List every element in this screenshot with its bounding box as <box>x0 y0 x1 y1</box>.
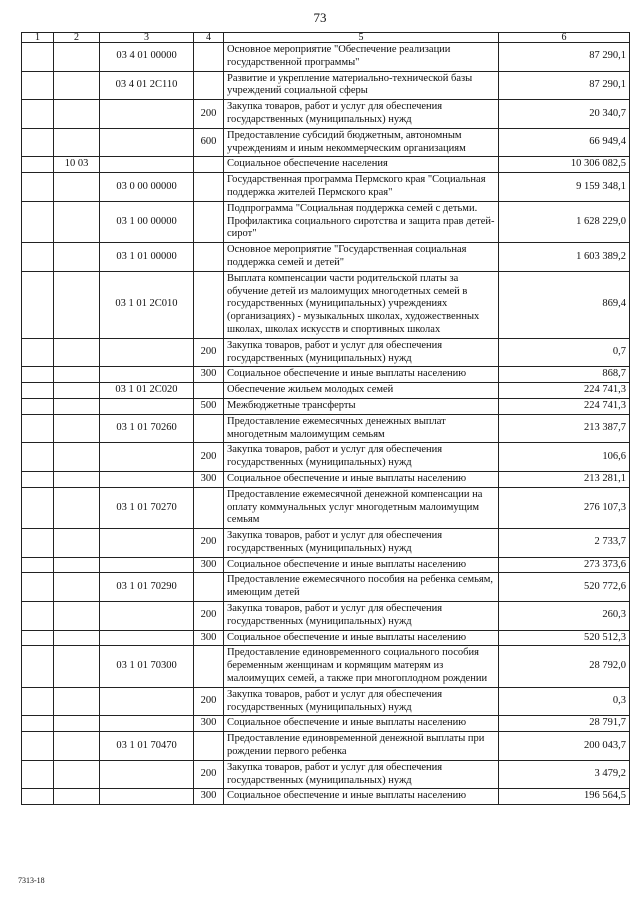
cell-target-article <box>100 367 194 383</box>
cell-target-article: 03 1 01 2С020 <box>100 383 194 399</box>
cell-target-article <box>100 760 194 789</box>
cell-col1 <box>22 557 54 573</box>
cell-target-article <box>100 128 194 157</box>
column-number: 5 <box>224 33 499 43</box>
cell-expense-type: 200 <box>194 443 224 472</box>
cell-amount: 200 043,7 <box>499 732 630 761</box>
footer-code: 7313-18 <box>18 876 45 885</box>
cell-target-article <box>100 687 194 716</box>
cell-col1 <box>22 398 54 414</box>
cell-name: Социальное обеспечение и иные выплаты населению <box>224 557 499 573</box>
cell-name: Предоставление ежемесячной денежной компенсации на оплату коммунальных услуг многодетным малоимущим семьям <box>224 487 499 528</box>
table-row <box>22 687 630 716</box>
cell-subsection <box>54 557 100 573</box>
cell-name: Развитие и укрепление материально-технической базы учреждений социальной сферы <box>224 71 499 100</box>
cell-subsection <box>54 630 100 646</box>
cell-amount: 0,3 <box>499 687 630 716</box>
cell-target-article: 03 1 01 00000 <box>100 243 194 272</box>
cell-col1 <box>22 471 54 487</box>
cell-expense-type: 300 <box>194 630 224 646</box>
cell-expense-type <box>194 646 224 687</box>
table-row <box>22 398 630 414</box>
cell-col1 <box>22 487 54 528</box>
cell-subsection <box>54 487 100 528</box>
cell-expense-type: 200 <box>194 529 224 558</box>
cell-target-article: 03 1 01 70270 <box>100 487 194 528</box>
cell-name: Основное мероприятие "Обеспечение реализации государственной программы" <box>224 43 499 72</box>
cell-col1 <box>22 646 54 687</box>
cell-col1 <box>22 43 54 72</box>
cell-col1 <box>22 71 54 100</box>
table-row <box>22 243 630 272</box>
cell-target-article <box>100 100 194 129</box>
column-number: 2 <box>54 33 100 43</box>
cell-expense-type: 300 <box>194 789 224 805</box>
cell-name: Социальное обеспечение и иные выплаты населению <box>224 789 499 805</box>
cell-target-article <box>100 789 194 805</box>
cell-subsection <box>54 71 100 100</box>
cell-subsection <box>54 732 100 761</box>
table-row <box>22 367 630 383</box>
cell-col1 <box>22 383 54 399</box>
cell-subsection <box>54 271 100 338</box>
cell-subsection <box>54 471 100 487</box>
table-row <box>22 573 630 602</box>
cell-name: Социальное обеспечение и иные выплаты населению <box>224 471 499 487</box>
cell-name: Подпрограмма "Социальная поддержка семей с детьми. Профилактика социального сиротства и защита прав детей-сирот" <box>224 201 499 242</box>
cell-col1 <box>22 271 54 338</box>
cell-name: Государственная программа Пермского края "Социальная поддержка жителей Пермского края" <box>224 173 499 202</box>
cell-expense-type <box>194 487 224 528</box>
cell-expense-type: 200 <box>194 602 224 631</box>
cell-amount: 276 107,3 <box>499 487 630 528</box>
table-row <box>22 173 630 202</box>
cell-target-article: 03 1 01 70290 <box>100 573 194 602</box>
cell-amount: 10 306 082,5 <box>499 157 630 173</box>
cell-name: Предоставление ежемесячных денежных выплат многодетным малоимущим семьям <box>224 414 499 443</box>
cell-amount: 66 949,4 <box>499 128 630 157</box>
table-row <box>22 732 630 761</box>
cell-amount: 213 387,7 <box>499 414 630 443</box>
cell-col1 <box>22 100 54 129</box>
table-row <box>22 383 630 399</box>
cell-name: Предоставление единовременного социального пособия беременным женщинам и кормящим матерям из малоимущих семей, а также при многоплодном рождении <box>224 646 499 687</box>
cell-name: Выплата компенсации части родительской платы за обучение детей из малоимущих многодетных семей в государственных (муниципальных) учреждениях (организациях) - музыкальных школах, художественных школах, школах искусств и спортивных школах <box>224 271 499 338</box>
cell-amount: 520 512,3 <box>499 630 630 646</box>
cell-subsection <box>54 201 100 242</box>
cell-name: Закупка товаров, работ и услуг для обеспечения государственных (муниципальных) нужд <box>224 100 499 129</box>
cell-col1 <box>22 201 54 242</box>
cell-name: Закупка товаров, работ и услуг для обеспечения государственных (муниципальных) нужд <box>224 687 499 716</box>
cell-subsection: 10 03 <box>54 157 100 173</box>
column-number: 3 <box>100 33 194 43</box>
cell-expense-type <box>194 243 224 272</box>
cell-amount: 28 792,0 <box>499 646 630 687</box>
cell-target-article: 03 4 01 2С110 <box>100 71 194 100</box>
table-body <box>22 43 630 805</box>
table-row <box>22 471 630 487</box>
cell-subsection <box>54 687 100 716</box>
cell-col1 <box>22 573 54 602</box>
table-row <box>22 43 630 72</box>
cell-name: Социальное обеспечение и иные выплаты населению <box>224 630 499 646</box>
cell-amount: 1 603 389,2 <box>499 243 630 272</box>
cell-col1 <box>22 630 54 646</box>
table-row <box>22 100 630 129</box>
cell-col1 <box>22 443 54 472</box>
table-row <box>22 157 630 173</box>
cell-col1 <box>22 338 54 367</box>
cell-expense-type: 300 <box>194 471 224 487</box>
cell-expense-type: 200 <box>194 338 224 367</box>
cell-subsection <box>54 789 100 805</box>
cell-target-article <box>100 398 194 414</box>
cell-expense-type: 200 <box>194 687 224 716</box>
cell-amount: 869,4 <box>499 271 630 338</box>
cell-name: Обеспечение жильем молодых семей <box>224 383 499 399</box>
cell-target-article: 03 1 01 70470 <box>100 732 194 761</box>
cell-target-article <box>100 338 194 367</box>
cell-expense-type: 500 <box>194 398 224 414</box>
cell-col1 <box>22 414 54 443</box>
cell-amount: 106,6 <box>499 443 630 472</box>
cell-amount: 224 741,3 <box>499 398 630 414</box>
cell-col1 <box>22 128 54 157</box>
cell-target-article <box>100 602 194 631</box>
cell-amount: 224 741,3 <box>499 383 630 399</box>
cell-col1 <box>22 173 54 202</box>
cell-amount: 87 290,1 <box>499 43 630 72</box>
cell-expense-type <box>194 43 224 72</box>
cell-subsection <box>54 243 100 272</box>
table-row <box>22 128 630 157</box>
cell-expense-type <box>194 173 224 202</box>
cell-name: Закупка товаров, работ и услуг для обеспечения государственных (муниципальных) нужд <box>224 602 499 631</box>
table-row <box>22 716 630 732</box>
table-row <box>22 646 630 687</box>
table-row <box>22 414 630 443</box>
cell-col1 <box>22 157 54 173</box>
cell-subsection <box>54 43 100 72</box>
cell-col1 <box>22 602 54 631</box>
cell-target-article: 03 1 01 70260 <box>100 414 194 443</box>
cell-amount: 3 479,2 <box>499 760 630 789</box>
cell-name: Предоставление субсидий бюджетным, автономным учреждениям и иным некоммерческим организациям <box>224 128 499 157</box>
cell-target-article: 03 1 01 70300 <box>100 646 194 687</box>
cell-name: Социальное обеспечение и иные выплаты населению <box>224 716 499 732</box>
cell-name: Закупка товаров, работ и услуг для обеспечения государственных (муниципальных) нужд <box>224 760 499 789</box>
cell-col1 <box>22 243 54 272</box>
cell-subsection <box>54 100 100 129</box>
cell-target-article <box>100 471 194 487</box>
table-row <box>22 71 630 100</box>
cell-target-article: 03 1 00 00000 <box>100 201 194 242</box>
cell-name: Предоставление ежемесячного пособия на ребенка семьям, имеющим детей <box>224 573 499 602</box>
table-row <box>22 630 630 646</box>
table-row <box>22 602 630 631</box>
cell-amount: 520 772,6 <box>499 573 630 602</box>
cell-col1 <box>22 716 54 732</box>
cell-expense-type: 600 <box>194 128 224 157</box>
cell-expense-type <box>194 732 224 761</box>
cell-expense-type: 200 <box>194 760 224 789</box>
cell-subsection <box>54 128 100 157</box>
cell-target-article <box>100 157 194 173</box>
table-row <box>22 201 630 242</box>
cell-name: Социальное обеспечение и иные выплаты населению <box>224 367 499 383</box>
cell-expense-type <box>194 201 224 242</box>
cell-expense-type <box>194 383 224 399</box>
cell-subsection <box>54 573 100 602</box>
cell-subsection <box>54 338 100 367</box>
cell-name: Закупка товаров, работ и услуг для обеспечения государственных (муниципальных) нужд <box>224 443 499 472</box>
cell-target-article <box>100 529 194 558</box>
cell-target-article: 03 1 01 2С010 <box>100 271 194 338</box>
cell-name: Закупка товаров, работ и услуг для обеспечения государственных (муниципальных) нужд <box>224 338 499 367</box>
cell-subsection <box>54 383 100 399</box>
cell-subsection <box>54 646 100 687</box>
cell-amount: 9 159 348,1 <box>499 173 630 202</box>
table-row <box>22 271 630 338</box>
column-number-row <box>22 33 630 43</box>
cell-expense-type <box>194 71 224 100</box>
cell-target-article <box>100 716 194 732</box>
cell-subsection <box>54 760 100 789</box>
cell-subsection <box>54 398 100 414</box>
cell-subsection <box>54 602 100 631</box>
cell-amount: 273 373,6 <box>499 557 630 573</box>
table-row <box>22 487 630 528</box>
cell-col1 <box>22 529 54 558</box>
cell-amount: 868,7 <box>499 367 630 383</box>
cell-subsection <box>54 173 100 202</box>
cell-name: Предоставление единовременной денежной выплаты при рождении первого ребенка <box>224 732 499 761</box>
cell-target-article <box>100 443 194 472</box>
cell-amount: 260,3 <box>499 602 630 631</box>
budget-table <box>21 32 630 805</box>
cell-target-article <box>100 557 194 573</box>
cell-amount: 20 340,7 <box>499 100 630 129</box>
cell-amount: 1 628 229,0 <box>499 201 630 242</box>
table-row <box>22 338 630 367</box>
cell-name: Основное мероприятие "Государственная социальная поддержка семей и детей" <box>224 243 499 272</box>
cell-expense-type: 200 <box>194 100 224 129</box>
table-row <box>22 789 630 805</box>
cell-amount: 196 564,5 <box>499 789 630 805</box>
cell-target-article: 03 0 00 00000 <box>100 173 194 202</box>
cell-col1 <box>22 789 54 805</box>
table-row <box>22 760 630 789</box>
cell-subsection <box>54 367 100 383</box>
cell-expense-type: 300 <box>194 557 224 573</box>
cell-amount: 87 290,1 <box>499 71 630 100</box>
cell-name: Межбюджетные трансферты <box>224 398 499 414</box>
cell-name: Закупка товаров, работ и услуг для обеспечения государственных (муниципальных) нужд <box>224 529 499 558</box>
cell-amount: 0,7 <box>499 338 630 367</box>
table-row <box>22 529 630 558</box>
cell-expense-type: 300 <box>194 716 224 732</box>
cell-col1 <box>22 732 54 761</box>
page-number: 73 <box>313 10 327 25</box>
column-number: 6 <box>499 33 630 43</box>
cell-amount: 213 281,1 <box>499 471 630 487</box>
cell-expense-type <box>194 414 224 443</box>
table-row <box>22 443 630 472</box>
cell-col1 <box>22 367 54 383</box>
table-row <box>22 557 630 573</box>
cell-subsection <box>54 443 100 472</box>
cell-expense-type: 300 <box>194 367 224 383</box>
cell-col1 <box>22 687 54 716</box>
cell-target-article: 03 4 01 00000 <box>100 43 194 72</box>
cell-target-article <box>100 630 194 646</box>
cell-amount: 28 791,7 <box>499 716 630 732</box>
cell-amount: 2 733,7 <box>499 529 630 558</box>
cell-subsection <box>54 716 100 732</box>
cell-expense-type <box>194 573 224 602</box>
column-number: 4 <box>194 33 224 43</box>
cell-subsection <box>54 529 100 558</box>
cell-subsection <box>54 414 100 443</box>
cell-expense-type <box>194 157 224 173</box>
cell-expense-type <box>194 271 224 338</box>
column-number: 1 <box>22 33 54 43</box>
cell-name: Социальное обеспечение населения <box>224 157 499 173</box>
cell-col1 <box>22 760 54 789</box>
